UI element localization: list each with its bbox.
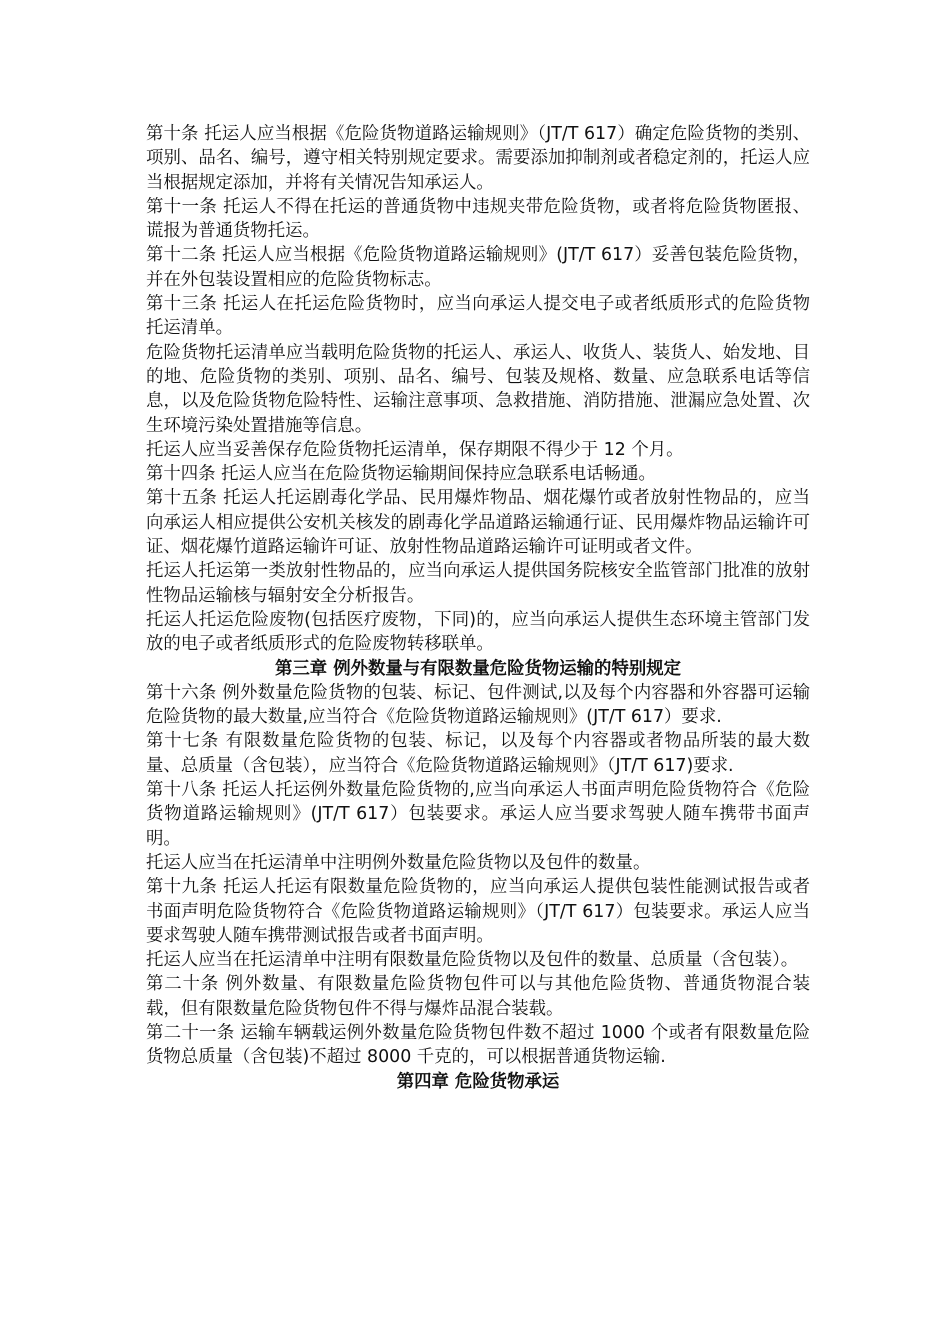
chapter-4-heading: 第四章 危险货物承运 (396, 1071, 560, 1092)
article-16: 第十六条 例外数量危险货物的包装、标记、包件测试,以及每个内容器和外容器可运输危险货物的最大数量,应当符合《危险货物道路运输规则》(JT/T 617）要求. (146, 682, 810, 728)
article-14: 第十四条 托运人应当在危险货物运输期间保持应急联系电话畅通。 (146, 464, 656, 485)
article-13-consignment-list: 危险货物托运清单应当载明危险货物的托运人、承运人、收货人、装货人、始发地、目的地、危险货物的类别、项别、品名、编号、包装及规格、数量、应急联系电话等信息，以及危险货物危险特性、运输注意事项、急救措施、消防措施、泄漏应急处置、次生环境污染处置措施等信息。 (146, 342, 810, 436)
article-20: 第二十条 例外数量、有限数量危险货物包件可以与其他危险货物、普通货物混合装载，但有限数量危险货物包件不得与爆炸品混合装载。 (146, 974, 810, 1019)
article-21: 第二十一条 运输车辆载运例外数量危险货物包件数不超过 1000 个或者有限数量危险货物总质量（含包装)不超过 8000 千克的，可以根据普通货物运输. (146, 1022, 810, 1068)
article-10: 第十条 托运人应当根据《危险货物道路运输规则》（JT/T 617）确定危险货物的类别、项别、品名、编号，遵守相关特别规定要求。需要添加抑制剂或者稳定剂的，托运人应当根据规定添加，并将有关情况告知承运人。 (146, 124, 810, 193)
article-12: 第十二条 托运人应当根据《危险货物道路运输规则》(JT/T 617）妥善包装危险货物，并在外包装设置相应的危险货物标志。 (146, 245, 810, 290)
article-13-retention: 托运人应当妥善保存危险货物托运清单，保存期限不得少于 12 个月。 (146, 439, 684, 460)
article-13: 第十三条 托运人在托运危险货物时，应当向承运人提交电子或者纸质形式的危险货物托运清单。 (146, 294, 810, 339)
article-15: 第十五条 托运人托运剧毒化学品、民用爆炸物品、烟花爆竹或者放射性物品的，应当向承运人相应提供公安机关核发的剧毒化学品道路运输通行证、民用爆炸物品运输许可证、烟花爆竹道路运输许可证、放射性物品道路运输许可证明或者文件。 (146, 488, 810, 558)
article-17: 第十七条 有限数量危险货物的包装、标记，以及每个内容器或者物品所装的最大数量、总质量（含包装），应当符合《危险货物道路运输规则》（JT/T 617)要求. (146, 731, 810, 776)
article-18-note: 托运人应当在托运清单中注明例外数量危险货物以及包件的数量。 (146, 852, 651, 873)
article-19: 第十九条 托运人托运有限数量危险货物的，应当向承运人提供包装性能测试报告或者书面声明危险货物符合《危险货物道路运输规则》（JT/T 617）包装要求。承运人应当要求驾驶人随车携带测试报告或者书面声明。 (146, 877, 810, 946)
article-18: 第十八条 托运人托运例外数量危险货物的,应当向承运人书面声明危险货物符合《危险货物道路运输规则》(JT/T 617）包装要求。承运人应当要求驾驶人随车携带书面声明。 (146, 780, 810, 849)
chapter-3-heading: 第三章 例外数量与有限数量危险货物运输的特别规定 (274, 658, 682, 679)
article-15-radioactive: 托运人托运第一类放射性物品的，应当向承运人提供国务院核安全监管部门批准的放射性物品运输核与辐射安全分析报告。 (146, 561, 810, 606)
article-11: 第十一条 托运人不得在托运的普通货物中违规夹带危险货物，或者将危险货物匿报、谎报为普通货物托运。 (146, 196, 810, 242)
article-15-hazardous-waste: 托运人托运危险废物(包括医疗废物，下同)的，应当向承运人提供生态环境主管部门发放的电子或者纸质形式的危险废物转移联单。 (146, 609, 810, 655)
article-19-note: 托运人应当在托运清单中注明有限数量危险货物以及包件的数量、总质量（含包装）。 (146, 950, 799, 971)
